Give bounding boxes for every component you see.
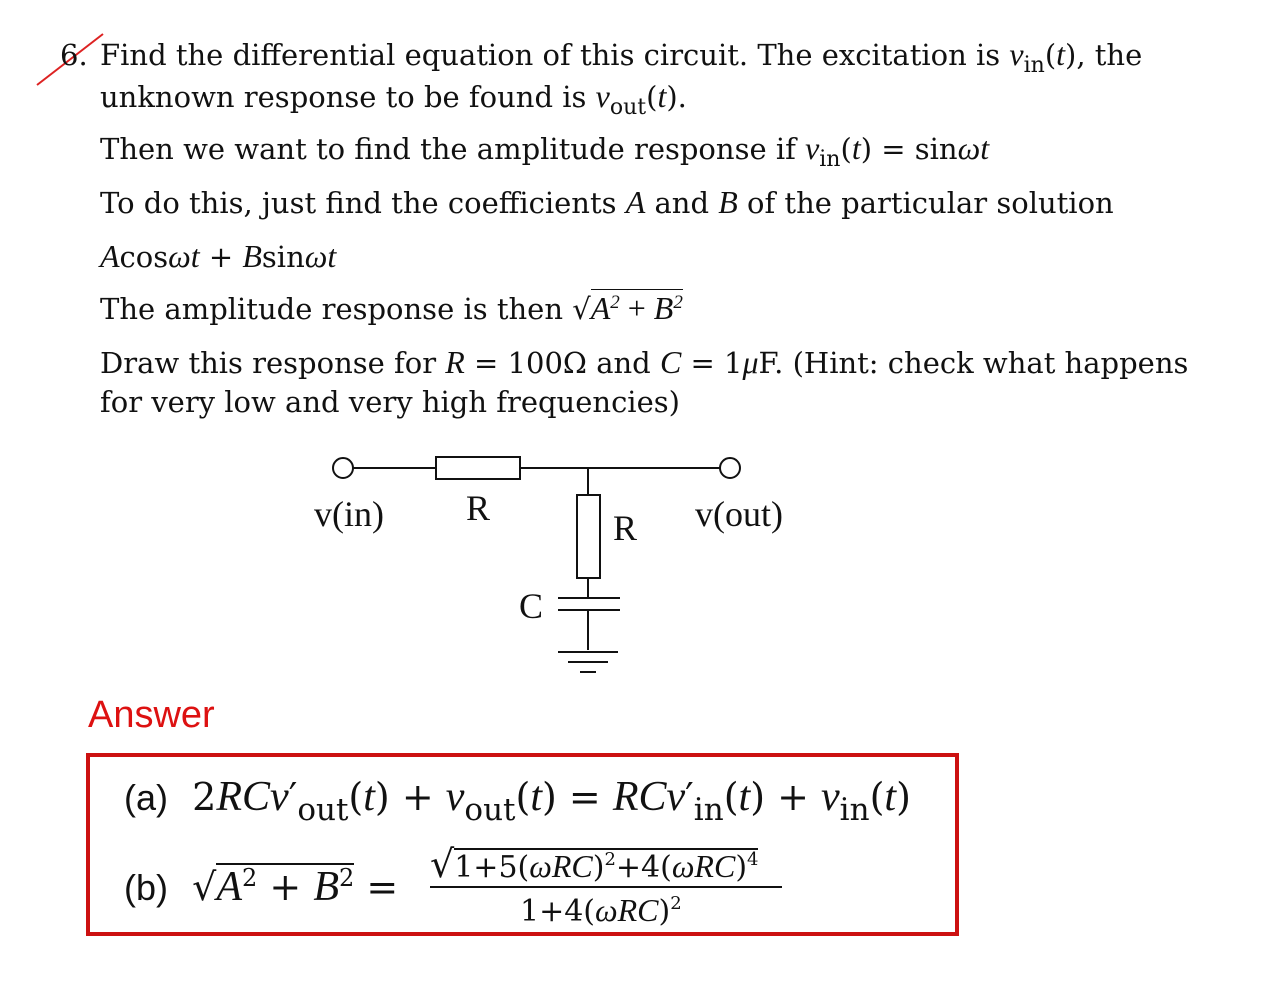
answer-b-lhs: (b) $√A^2 + B^2$ =: [124, 864, 399, 910]
particular-solution: Acosωt + Bsinωt: [100, 238, 337, 274]
output-terminal: [720, 458, 740, 478]
vin-label: v(in): [314, 494, 384, 534]
fraction-bar: [430, 886, 782, 888]
circuit-diagram: [300, 440, 820, 685]
fraction-denominator: $1+4(\omega RC)^2$: [520, 892, 682, 929]
amplitude-radicand: $A^2 + B^2$: [590, 290, 683, 326]
problem-line-7: Draw this response for R = 100Ω and C = 1μF. (Hint: check what happens: [100, 344, 1189, 380]
answer-heading: Answer: [88, 694, 215, 736]
vout-label: v(out): [695, 494, 783, 534]
problem-line-3: Then we want to find the amplitude response if $v_{in}(t) = \sin\omega t$: [100, 130, 990, 172]
shunt-resistor: [577, 495, 600, 578]
problem-line-2: unknown response to be found is $v_{out}(t)$.: [100, 78, 687, 120]
fraction-numerator: $√1+5(\omega RC)^2+4(\omega RC)^4$: [430, 842, 759, 886]
problem-number: 6.: [60, 38, 88, 72]
series-resistor-label: R: [466, 488, 491, 528]
input-terminal: [333, 458, 353, 478]
answer-a: (a) $2RCv'_{out}(t) + v_{out}(t) = RCv'_{in}(t) + v_{in}(t)$: [124, 774, 911, 828]
series-resistor: [436, 457, 520, 479]
problem-line-1: Find the differential equation of this circuit. The excitation is $v_{in}(t)$, the: [100, 36, 1143, 78]
capacitor-label: C: [519, 586, 544, 626]
shunt-resistor-label: R: [613, 508, 638, 548]
problem-line-4: To do this, just find the coefficients A and B of the particular solution: [100, 184, 1114, 220]
problem-line-8: for very low and very high frequencies): [100, 385, 680, 419]
problem-line-6: The amplitude response is then $√A^2 + B^2$: [100, 290, 683, 326]
